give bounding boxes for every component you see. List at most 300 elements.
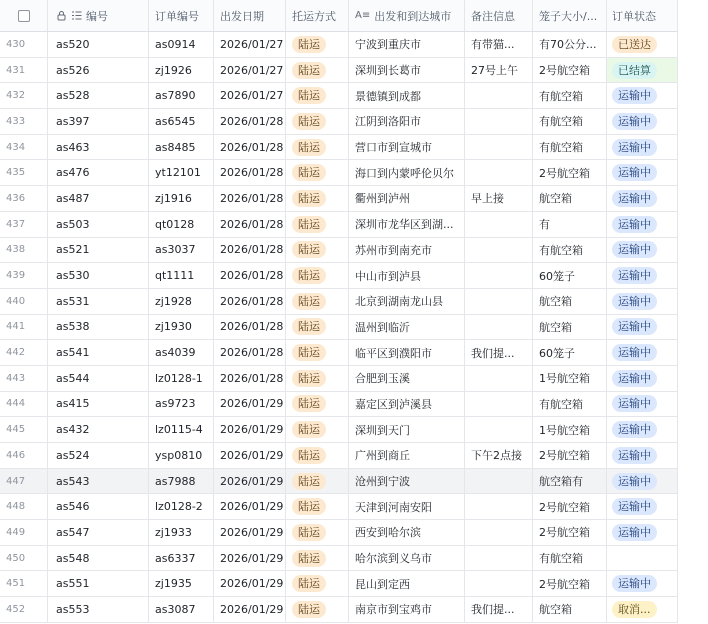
ship-tag: 陆运: [292, 216, 326, 233]
cell-cage[interactable]: [533, 83, 607, 108]
cell-route[interactable]: [349, 135, 465, 160]
order-text: zj1935: [155, 577, 192, 591]
cell-date[interactable]: [214, 597, 286, 622]
cell-status[interactable]: [607, 443, 678, 468]
cell-date[interactable]: [214, 392, 286, 417]
cell-date[interactable]: [214, 160, 286, 185]
cell-route[interactable]: [349, 417, 465, 442]
status-badge: 运输中: [612, 318, 657, 335]
status-badge: 运输中: [612, 113, 657, 130]
cell-status[interactable]: [607, 135, 678, 160]
cell-date[interactable]: [214, 32, 286, 57]
row-index-cell[interactable]: [0, 443, 48, 468]
ship-tag: 陆运: [292, 370, 326, 387]
cell-status[interactable]: [607, 340, 678, 365]
cell-code[interactable]: [48, 443, 149, 468]
cage-text: 航空箱: [539, 320, 572, 334]
order-text: yt12101: [155, 166, 201, 180]
cell-status[interactable]: [607, 289, 678, 314]
status-badge: 已送达: [612, 36, 657, 53]
table-row[interactable]: [0, 546, 678, 572]
cell-order[interactable]: [149, 571, 214, 596]
cell-cage[interactable]: [533, 340, 607, 365]
cell-order[interactable]: [149, 160, 214, 185]
cell-order[interactable]: [149, 494, 214, 519]
cell-date[interactable]: [214, 109, 286, 134]
cell-ship[interactable]: [286, 494, 349, 519]
cage-text: 2号航空箱: [539, 449, 590, 463]
table-row[interactable]: [0, 520, 678, 546]
cell-ship[interactable]: [286, 520, 349, 545]
cell-note[interactable]: [465, 571, 533, 596]
date-text: 2026/01/29: [220, 397, 284, 411]
cell-status[interactable]: [607, 109, 678, 134]
cage-text: 有航空箱: [539, 552, 583, 566]
cell-code[interactable]: [48, 109, 149, 134]
cell-cage[interactable]: [533, 109, 607, 134]
cage-text: 1号航空箱: [539, 423, 590, 437]
ship-tag: 陆运: [292, 550, 326, 567]
cell-order[interactable]: [149, 212, 214, 237]
cell-note[interactable]: [465, 392, 533, 417]
cell-order[interactable]: [149, 32, 214, 57]
cell-date[interactable]: [214, 83, 286, 108]
row-index: 446: [6, 449, 26, 461]
row-index: 443: [6, 372, 26, 384]
cell-cage[interactable]: [533, 186, 607, 211]
header-cage[interactable]: [533, 0, 607, 31]
header-date[interactable]: [214, 0, 286, 31]
cell-cage[interactable]: [533, 417, 607, 442]
row-index-cell[interactable]: [0, 494, 48, 519]
header-order[interactable]: [149, 0, 214, 31]
table-row[interactable]: [0, 135, 678, 161]
cell-route[interactable]: [349, 546, 465, 571]
cell-cage[interactable]: [533, 546, 607, 571]
row-index-cell[interactable]: [0, 32, 48, 57]
cell-status[interactable]: [607, 469, 678, 494]
cell-note[interactable]: [465, 597, 533, 622]
order-text: ysp0810: [155, 448, 203, 462]
cell-code[interactable]: [48, 135, 149, 160]
order-text: zj1933: [155, 525, 192, 539]
cell-status[interactable]: [607, 494, 678, 519]
cell-date[interactable]: [214, 289, 286, 314]
table-row[interactable]: [0, 366, 678, 392]
row-index-cell[interactable]: [0, 109, 48, 134]
cell-order[interactable]: [149, 186, 214, 211]
cell-route[interactable]: [349, 366, 465, 391]
code-text: as541: [56, 346, 90, 360]
cell-ship[interactable]: [286, 392, 349, 417]
cell-cage[interactable]: [533, 494, 607, 519]
ship-tag: 陆运: [292, 267, 326, 284]
cell-ship[interactable]: [286, 571, 349, 596]
ship-tag: 陆运: [292, 164, 326, 181]
code-text: as543: [56, 474, 90, 488]
row-index-cell[interactable]: [0, 417, 48, 442]
cell-date[interactable]: [214, 494, 286, 519]
table-row[interactable]: [0, 83, 678, 109]
cell-date[interactable]: [214, 443, 286, 468]
cell-note[interactable]: [465, 546, 533, 571]
cell-route[interactable]: [349, 443, 465, 468]
ship-tag: 陆运: [292, 190, 326, 207]
cell-cage[interactable]: [533, 289, 607, 314]
cell-route[interactable]: [349, 392, 465, 417]
cell-note[interactable]: [465, 315, 533, 340]
cell-status[interactable]: [607, 58, 678, 83]
cell-route[interactable]: [349, 58, 465, 83]
date-text: 2026/01/29: [220, 551, 284, 565]
cell-status[interactable]: [607, 597, 678, 622]
code-text: as526: [56, 63, 90, 77]
cell-note[interactable]: [465, 32, 533, 57]
cell-route[interactable]: [349, 32, 465, 57]
header-ship[interactable]: [286, 0, 349, 31]
cage-text: 60笼子: [539, 269, 575, 283]
cell-route[interactable]: [349, 83, 465, 108]
cell-date[interactable]: [214, 315, 286, 340]
cell-note[interactable]: [465, 135, 533, 160]
cage-text: 2号航空箱: [539, 577, 590, 591]
cell-date[interactable]: [214, 58, 286, 83]
cell-date[interactable]: [214, 546, 286, 571]
cell-date[interactable]: [214, 238, 286, 263]
cell-ship[interactable]: [286, 597, 349, 622]
select-all-checkbox[interactable]: [18, 10, 30, 22]
cell-order[interactable]: [149, 417, 214, 442]
cell-status[interactable]: [607, 32, 678, 57]
cell-note[interactable]: [465, 58, 533, 83]
cell-date[interactable]: [214, 417, 286, 442]
cell-ship[interactable]: [286, 469, 349, 494]
cell-ship[interactable]: [286, 135, 349, 160]
cell-cage[interactable]: [533, 571, 607, 596]
date-text: 2026/01/28: [220, 191, 284, 205]
cell-code[interactable]: [48, 392, 149, 417]
header-code[interactable]: [48, 0, 149, 31]
header-ship-label: 托运方式: [292, 9, 336, 23]
cell-ship[interactable]: [286, 443, 349, 468]
cell-note[interactable]: [465, 443, 533, 468]
table-row[interactable]: [0, 289, 678, 315]
cell-status[interactable]: [607, 186, 678, 211]
cell-status[interactable]: [607, 520, 678, 545]
cage-text: 2号航空箱: [539, 500, 590, 514]
cell-ship[interactable]: [286, 315, 349, 340]
row-index-cell[interactable]: [0, 571, 48, 596]
table-row[interactable]: [0, 238, 678, 264]
cell-cage[interactable]: [533, 58, 607, 83]
table-row[interactable]: [0, 443, 678, 469]
cell-route[interactable]: [349, 315, 465, 340]
table-row[interactable]: [0, 417, 678, 443]
cell-note[interactable]: [465, 160, 533, 185]
table-row[interactable]: [0, 469, 678, 495]
cell-order[interactable]: [149, 315, 214, 340]
cell-code[interactable]: [48, 571, 149, 596]
cell-status[interactable]: [607, 546, 678, 571]
row-index-cell[interactable]: [0, 315, 48, 340]
cell-cage[interactable]: [533, 238, 607, 263]
cell-ship[interactable]: [286, 417, 349, 442]
cell-code[interactable]: [48, 546, 149, 571]
row-index: 434: [6, 141, 26, 153]
row-index-cell[interactable]: [0, 186, 48, 211]
row-index-cell[interactable]: [0, 340, 48, 365]
cell-ship[interactable]: [286, 160, 349, 185]
cell-code[interactable]: [48, 32, 149, 57]
status-badge: 运输中: [612, 216, 657, 233]
cell-cage[interactable]: [533, 443, 607, 468]
cell-code[interactable]: [48, 340, 149, 365]
cell-code[interactable]: [48, 83, 149, 108]
cell-code[interactable]: [48, 238, 149, 263]
cell-cage[interactable]: [533, 135, 607, 160]
cell-status[interactable]: [607, 160, 678, 185]
cell-code[interactable]: [48, 212, 149, 237]
table-row[interactable]: [0, 212, 678, 238]
table-row[interactable]: [0, 315, 678, 341]
cell-order[interactable]: [149, 58, 214, 83]
cell-code[interactable]: [48, 186, 149, 211]
cell-ship[interactable]: [286, 238, 349, 263]
cell-order[interactable]: [149, 546, 214, 571]
cell-ship[interactable]: [286, 289, 349, 314]
table-row[interactable]: [0, 571, 678, 597]
cell-code[interactable]: [48, 160, 149, 185]
row-index-cell[interactable]: [0, 289, 48, 314]
cell-order[interactable]: [149, 469, 214, 494]
header-route[interactable]: [349, 0, 465, 31]
ship-tag: 陆运: [292, 395, 326, 412]
row-index-cell[interactable]: [0, 263, 48, 288]
cell-status[interactable]: [607, 417, 678, 442]
cell-order[interactable]: [149, 83, 214, 108]
cell-route[interactable]: [349, 520, 465, 545]
cell-note[interactable]: [465, 340, 533, 365]
cell-order[interactable]: [149, 443, 214, 468]
cell-status[interactable]: [607, 315, 678, 340]
cell-ship[interactable]: [286, 212, 349, 237]
cell-note[interactable]: [465, 520, 533, 545]
cell-route[interactable]: [349, 340, 465, 365]
table-row[interactable]: [0, 263, 678, 289]
ship-tag: 陆运: [292, 113, 326, 130]
cell-note[interactable]: [465, 238, 533, 263]
cell-route[interactable]: [349, 186, 465, 211]
header-status[interactable]: [607, 0, 678, 31]
cell-status[interactable]: [607, 392, 678, 417]
route-text: 昆山到定西: [355, 577, 410, 591]
header-date-label: 出发日期: [220, 9, 264, 23]
table-row[interactable]: [0, 494, 678, 520]
code-text: as520: [56, 37, 90, 51]
cell-route[interactable]: [349, 160, 465, 185]
cell-date[interactable]: [214, 340, 286, 365]
cell-order[interactable]: [149, 520, 214, 545]
cell-date[interactable]: [214, 135, 286, 160]
table-row[interactable]: [0, 58, 678, 84]
row-index: 437: [6, 218, 26, 230]
cell-order[interactable]: [149, 392, 214, 417]
cell-cage[interactable]: [533, 212, 607, 237]
ship-tag: 陆运: [292, 421, 326, 438]
row-index: 433: [6, 115, 26, 127]
cell-code[interactable]: [48, 417, 149, 442]
cell-cage[interactable]: [533, 392, 607, 417]
table-row[interactable]: [0, 109, 678, 135]
cell-date[interactable]: [214, 520, 286, 545]
route-text: 中山市到泸县: [355, 269, 421, 283]
table-row[interactable]: [0, 160, 678, 186]
cell-ship[interactable]: [286, 83, 349, 108]
cell-ship[interactable]: [286, 263, 349, 288]
ship-tag: 陆运: [292, 87, 326, 104]
cell-note[interactable]: [465, 417, 533, 442]
cell-status[interactable]: [607, 366, 678, 391]
lock-icon: [56, 10, 67, 21]
row-index-cell[interactable]: [0, 238, 48, 263]
cell-order[interactable]: [149, 109, 214, 134]
row-index-cell[interactable]: [0, 83, 48, 108]
cell-ship[interactable]: [286, 366, 349, 391]
cell-code[interactable]: [48, 289, 149, 314]
cell-date[interactable]: [214, 186, 286, 211]
cell-note[interactable]: [465, 212, 533, 237]
row-index-cell[interactable]: [0, 469, 48, 494]
route-text: 合肥到玉溪: [355, 372, 410, 386]
cell-order[interactable]: [149, 135, 214, 160]
cell-note[interactable]: [465, 109, 533, 134]
cell-cage[interactable]: [533, 469, 607, 494]
row-index-cell[interactable]: [0, 135, 48, 160]
cell-status[interactable]: [607, 212, 678, 237]
table-row[interactable]: [0, 340, 678, 366]
cell-route[interactable]: [349, 494, 465, 519]
route-text: 深圳市龙华区到湖...: [355, 218, 454, 232]
route-text: 嘉定区到泸溪县: [355, 397, 432, 411]
cage-text: 2号航空箱: [539, 64, 590, 78]
cell-order[interactable]: [149, 366, 214, 391]
cell-date[interactable]: [214, 366, 286, 391]
cell-cage[interactable]: [533, 315, 607, 340]
cell-cage[interactable]: [533, 263, 607, 288]
date-text: 2026/01/28: [220, 243, 284, 257]
cell-code[interactable]: [48, 58, 149, 83]
row-index-cell[interactable]: [0, 392, 48, 417]
row-index-cell[interactable]: [0, 546, 48, 571]
cell-ship[interactable]: [286, 32, 349, 57]
cell-date[interactable]: [214, 469, 286, 494]
cell-ship[interactable]: [286, 186, 349, 211]
cell-cage[interactable]: [533, 160, 607, 185]
cell-code[interactable]: [48, 263, 149, 288]
cell-status[interactable]: [607, 571, 678, 596]
cell-route[interactable]: [349, 597, 465, 622]
row-index-cell[interactable]: [0, 520, 48, 545]
status-badge: 已结算: [612, 62, 657, 79]
cell-route[interactable]: [349, 263, 465, 288]
cell-code[interactable]: [48, 315, 149, 340]
cell-ship[interactable]: [286, 340, 349, 365]
cell-code[interactable]: [48, 520, 149, 545]
row-index-cell[interactable]: [0, 597, 48, 622]
code-text: as528: [56, 89, 90, 103]
cell-order[interactable]: [149, 263, 214, 288]
ship-tag: 陆运: [292, 318, 326, 335]
cell-cage[interactable]: [533, 366, 607, 391]
cell-code[interactable]: [48, 597, 149, 622]
code-text: as463: [56, 140, 90, 154]
cell-route[interactable]: [349, 469, 465, 494]
cell-cage[interactable]: [533, 520, 607, 545]
header-note[interactable]: [465, 0, 533, 31]
cell-note[interactable]: [465, 263, 533, 288]
cell-note[interactable]: [465, 289, 533, 314]
row-index: 431: [6, 64, 26, 76]
cell-route[interactable]: [349, 238, 465, 263]
row-index-cell[interactable]: [0, 58, 48, 83]
cell-code[interactable]: [48, 469, 149, 494]
cell-note[interactable]: [465, 186, 533, 211]
cell-note[interactable]: [465, 83, 533, 108]
cell-order[interactable]: [149, 597, 214, 622]
cell-note[interactable]: [465, 469, 533, 494]
cage-text: 航空箱有: [539, 475, 583, 489]
cell-cage[interactable]: [533, 32, 607, 57]
cell-route[interactable]: [349, 109, 465, 134]
row-index-cell[interactable]: [0, 160, 48, 185]
cell-date[interactable]: [214, 263, 286, 288]
cell-code[interactable]: [48, 494, 149, 519]
cell-order[interactable]: [149, 340, 214, 365]
table-row[interactable]: [0, 186, 678, 212]
order-text: zj1926: [155, 63, 192, 77]
cell-route[interactable]: [349, 212, 465, 237]
route-text: 深圳到天门: [355, 423, 410, 437]
table-row[interactable]: [0, 597, 678, 623]
cell-status[interactable]: [607, 263, 678, 288]
cell-note[interactable]: [465, 366, 533, 391]
table-row[interactable]: [0, 32, 678, 58]
cell-ship[interactable]: [286, 58, 349, 83]
cage-text: 航空箱: [539, 603, 572, 617]
ship-tag: 陆运: [292, 293, 326, 310]
cell-order[interactable]: [149, 289, 214, 314]
cell-route[interactable]: [349, 571, 465, 596]
cell-code[interactable]: [48, 366, 149, 391]
code-text: as530: [56, 269, 90, 283]
row-index-cell[interactable]: [0, 212, 48, 237]
row-index: 435: [6, 167, 26, 179]
cell-date[interactable]: [214, 571, 286, 596]
cell-order[interactable]: [149, 238, 214, 263]
select-all-cell[interactable]: [0, 0, 48, 31]
cell-ship[interactable]: [286, 546, 349, 571]
cell-cage[interactable]: [533, 597, 607, 622]
cell-route[interactable]: [349, 289, 465, 314]
row-index-cell[interactable]: [0, 366, 48, 391]
cell-date[interactable]: [214, 212, 286, 237]
cell-note[interactable]: [465, 494, 533, 519]
cell-status[interactable]: [607, 83, 678, 108]
cell-status[interactable]: [607, 238, 678, 263]
cage-text: 1号航空箱: [539, 372, 590, 386]
cell-ship[interactable]: [286, 109, 349, 134]
table-row[interactable]: [0, 392, 678, 418]
